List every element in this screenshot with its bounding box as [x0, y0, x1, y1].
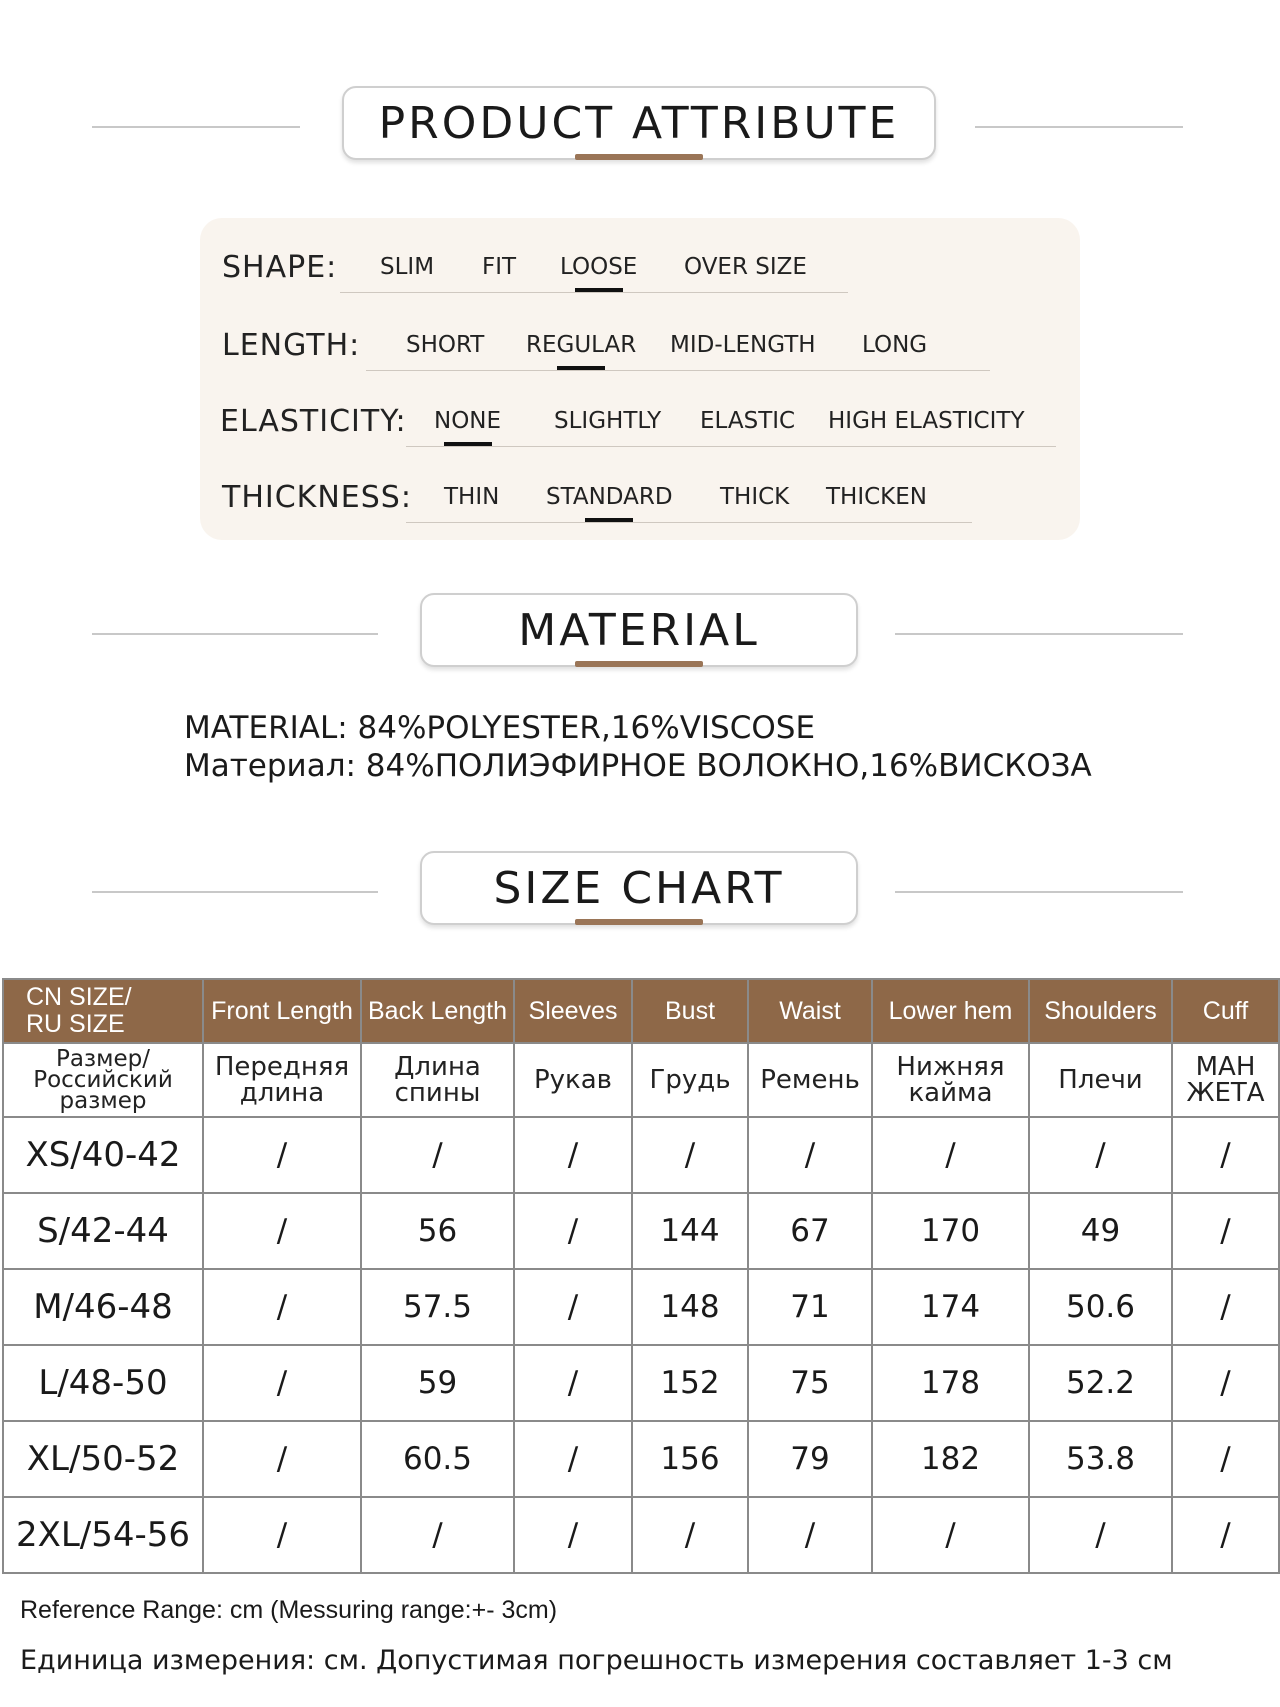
table-cell: / [514, 1421, 632, 1497]
table-cell: / [872, 1497, 1029, 1573]
attr-option: HIGH ELASTICITY [828, 408, 1025, 434]
divider-left [92, 891, 378, 893]
table-row [3, 1117, 1279, 1193]
material-english: MATERIAL: 84%POLYESTER,16%VISCOSE [184, 710, 816, 746]
column-header-russian: Нижняя кайма [872, 1043, 1029, 1117]
attr-label: SHAPE: [222, 250, 338, 285]
title-underline [575, 919, 703, 925]
column-header: Lower hem [872, 979, 1029, 1043]
product-attribute-title: PRODUCT ATTRIBUTE [342, 86, 936, 160]
table-cell: 152 [632, 1345, 748, 1421]
attr-option: OVER SIZE [684, 254, 807, 280]
column-header-russian: Длина спины [361, 1043, 514, 1117]
attr-row-shape [200, 240, 1080, 300]
table-cell: / [203, 1345, 361, 1421]
column-header: Bust [632, 979, 748, 1043]
attr-option: SLIM [380, 254, 435, 280]
size-chart-title: SIZE CHART [420, 851, 858, 925]
divider-right [895, 891, 1183, 893]
table-cell: / [1172, 1117, 1279, 1193]
table-cell: / [203, 1269, 361, 1345]
attr-option: THICK [720, 484, 790, 510]
column-header: Back Length [361, 979, 514, 1043]
table-cell: / [514, 1497, 632, 1573]
size-label-cell: M/46-48 [3, 1269, 203, 1345]
table-cell: 52.2 [1029, 1345, 1172, 1421]
attr-option: FIT [482, 254, 517, 280]
table-cell: 56 [361, 1193, 514, 1269]
attr-option: MID-LENGTH [670, 332, 816, 358]
table-cell: 174 [872, 1269, 1029, 1345]
table-cell: / [203, 1117, 361, 1193]
attr-row-thickness [200, 470, 1080, 530]
column-header: Waist [748, 979, 872, 1043]
table-cell: 60.5 [361, 1421, 514, 1497]
table-cell: 182 [872, 1421, 1029, 1497]
column-header-russian: Передняя длина [203, 1043, 361, 1117]
product-attribute-header [0, 86, 1280, 166]
size-label-cell: XS/40-42 [3, 1117, 203, 1193]
table-header-row [3, 979, 1279, 1043]
table-cell: / [872, 1117, 1029, 1193]
reference-note-russian: Единица измерения: см. Допустимая погрешность измерения составляет 1-3 см [20, 1645, 1173, 1676]
table-cell: / [361, 1117, 514, 1193]
table-row [3, 1421, 1279, 1497]
table-cell: / [1172, 1345, 1279, 1421]
size-chart-header [0, 851, 1280, 931]
table-cell: / [632, 1497, 748, 1573]
column-header: Cuff [1172, 979, 1279, 1043]
column-header-russian: Размер/ Российский размер [3, 1043, 203, 1117]
table-cell: / [1172, 1269, 1279, 1345]
table-cell: / [1172, 1193, 1279, 1269]
attr-rule [366, 370, 990, 371]
table-cell: / [514, 1193, 632, 1269]
attr-row-length [200, 318, 1080, 378]
table-header-row-russian [3, 1043, 1279, 1117]
size-label-cell: S/42-44 [3, 1193, 203, 1269]
table-cell: 59 [361, 1345, 514, 1421]
attr-option: ELASTIC [700, 408, 796, 434]
material-header [0, 593, 1280, 673]
table-cell: 170 [872, 1193, 1029, 1269]
reference-note-english: Reference Range: cm (Messuring range:+- 3cm) [20, 1596, 558, 1624]
table-cell: / [1029, 1497, 1172, 1573]
table-cell: / [632, 1117, 748, 1193]
attr-rule [406, 522, 972, 523]
material-russian: Материал: 84%ПОЛИЭФИРНОЕ ВОЛОКНО,16%ВИСКОЗА [184, 748, 1092, 784]
table-cell: / [514, 1117, 632, 1193]
table-cell: / [203, 1497, 361, 1573]
attr-option: SLIGHTLY [554, 408, 662, 434]
divider-left [92, 126, 300, 128]
divider-left [92, 633, 378, 635]
attr-rule [406, 446, 1056, 447]
table-cell: / [1172, 1497, 1279, 1573]
divider-right [975, 126, 1183, 128]
table-cell: 144 [632, 1193, 748, 1269]
column-header: Sleeves [514, 979, 632, 1043]
attr-option-selected: NONE [434, 408, 502, 434]
attr-label: ELASTICITY: [220, 404, 407, 439]
table-cell: 79 [748, 1421, 872, 1497]
column-header-russian: Ремень [748, 1043, 872, 1117]
table-cell: / [748, 1497, 872, 1573]
attr-option: LONG [862, 332, 928, 358]
table-cell: / [203, 1421, 361, 1497]
table-cell: / [1172, 1421, 1279, 1497]
attribute-panel [200, 218, 1080, 540]
table-cell: / [203, 1193, 361, 1269]
table-row [3, 1345, 1279, 1421]
title-underline [575, 154, 703, 160]
attr-option-selected: LOOSE [560, 254, 638, 280]
table-cell: 71 [748, 1269, 872, 1345]
table-cell: 148 [632, 1269, 748, 1345]
divider-right [895, 633, 1183, 635]
table-cell: / [1029, 1117, 1172, 1193]
table-cell: / [514, 1269, 632, 1345]
table-cell: 49 [1029, 1193, 1172, 1269]
column-header: Front Length [203, 979, 361, 1043]
table-cell: 67 [748, 1193, 872, 1269]
size-label-cell: L/48-50 [3, 1345, 203, 1421]
title-underline [575, 661, 703, 667]
attr-label: LENGTH: [222, 328, 361, 363]
size-label-cell: XL/50-52 [3, 1421, 203, 1497]
column-header-russian: МАН ЖЕТА [1172, 1043, 1279, 1117]
table-cell: 50.6 [1029, 1269, 1172, 1345]
attr-option: THICKEN [826, 484, 928, 510]
table-cell: 156 [632, 1421, 748, 1497]
size-label-cell: 2XL/54-56 [3, 1497, 203, 1573]
attr-option: THIN [444, 484, 500, 510]
attr-row-elasticity [200, 394, 1080, 454]
column-header-russian: Грудь [632, 1043, 748, 1117]
table-cell: 178 [872, 1345, 1029, 1421]
attr-label: THICKNESS: [222, 480, 412, 515]
column-header-russian: Рукав [514, 1043, 632, 1117]
attr-rule [340, 292, 848, 293]
table-row [3, 1497, 1279, 1573]
table-row [3, 1269, 1279, 1345]
attr-option-selected: REGULAR [526, 332, 637, 358]
table-row [3, 1193, 1279, 1269]
table-cell: 75 [748, 1345, 872, 1421]
column-header: CN SIZE/ RU SIZE [3, 979, 203, 1043]
column-header-russian: Плечи [1029, 1043, 1172, 1117]
size-table [2, 978, 1280, 1574]
material-title: MATERIAL [420, 593, 858, 667]
table-cell: / [748, 1117, 872, 1193]
attr-option-selected: STANDARD [546, 484, 673, 510]
table-cell: / [361, 1497, 514, 1573]
table-cell: / [514, 1345, 632, 1421]
table-cell: 53.8 [1029, 1421, 1172, 1497]
attr-option: SHORT [406, 332, 485, 358]
table-cell: 57.5 [361, 1269, 514, 1345]
column-header: Shoulders [1029, 979, 1172, 1043]
